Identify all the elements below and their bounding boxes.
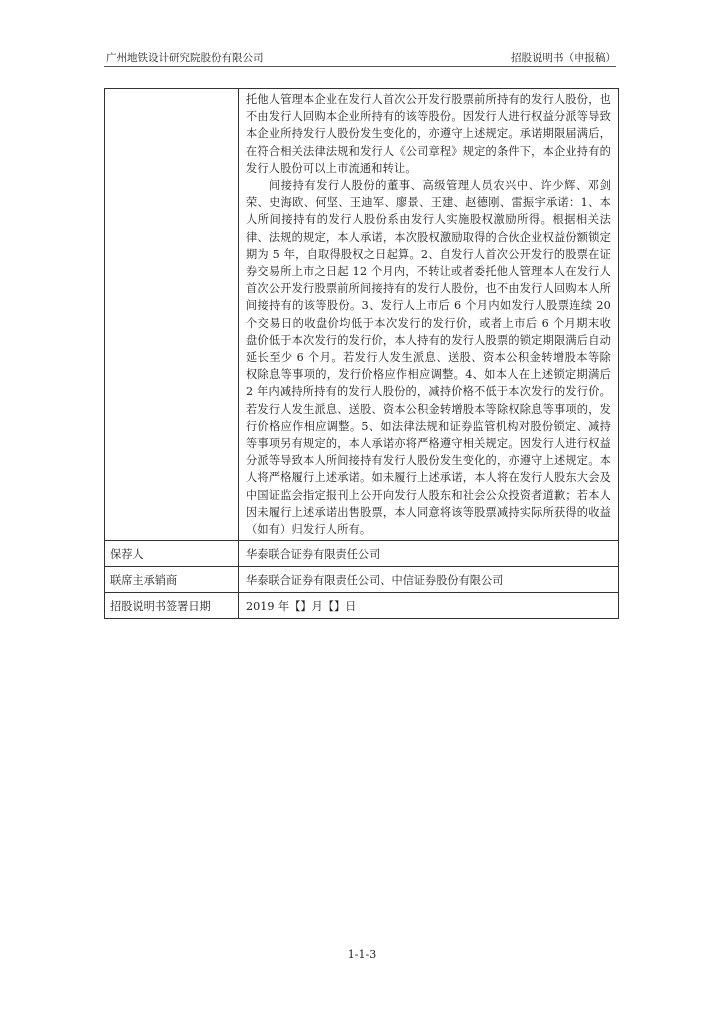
row-label-sponsor: 保荐人 [105, 541, 239, 567]
company-name: 广州地铁设计研究院股份有限公司 [106, 52, 264, 64]
row-value-sponsor: 华泰联合证券有限责任公司 [239, 541, 619, 567]
row-value-signing-date: 2019 年【】月【】日 [239, 593, 619, 619]
row-value-lead-underwriter: 华泰联合证券有限责任公司、中信证券股份有限公司 [239, 567, 619, 593]
info-table [104, 88, 619, 619]
commitment-paragraph-2: 间接持有发行人股份的董事、高级管理人员农兴中、许少辉、邓剑荣、史海欧、何坚、王迪军、廖景、王建、赵德刚、雷振宇承诺：1、本人所间接持有的发行人股份系由发行人实施股权激励所得。根据相关法律、法规的规定，本人承诺，本次股权激励取得的合伙企业权益份额锁定期为 5 年，自取得股权之日起算。2、自发行人首次公开发行的股票在证券交易所上市之日起 12 个月内，不转让或者委托他人管理本人在发行人首次公开发行股票前所间接持有的发行人股份，也不由发行人回购本人所间接持有的该等股份。3、发行人上市后 6 个月内如发行人股票连续 20 个交易日的收盘价均低于本次发行的发行价，或者上市后 6 个月期末收盘价低于本次发行的发行价，本人持有的发行人股票的锁定期限满后自动延长至少 6 个月。若发行人发生派息、送股、资本公积金转增股本等除权除息等事项的，发行价格应作相应调整。4、如本人在上述锁定期满后 2 年内减持所持有的发行人股份的，减持价格不低于本次发行的发行价。若发行人发生派息、送股、资本公积金转增股本等除权除息等事项的，发行价格应作相应调整。5、如法律法规和证券监管机构对股份锁定、减持等事项另有规定的，本人承诺亦将严格遵守相关规定。因发行人进行权益分派等导致本人所间接持有发行人股份发生变化的，亦遵守上述规定。本人将严格履行上述承诺。如未履行上述承诺，本人将在发行人股东大会及中国证监会指定报刊上公开向发行人股东和社会公众投资者道歉；若本人因未履行上述承诺出售股票，本人同意将该等股票减持实际所获得的收益（如有）归发行人所有。 [246, 179, 611, 537]
table-cell-empty-label [105, 89, 239, 541]
document-title: 招股说明书（申报稿） [511, 52, 616, 64]
table-row [105, 593, 619, 619]
page-header [104, 50, 616, 66]
table-row [105, 89, 619, 541]
row-label-lead-underwriter: 联席主承销商 [105, 567, 239, 593]
table-row [105, 541, 619, 567]
row-label-signing-date: 招股说明书签署日期 [105, 593, 239, 619]
table-cell-commitments [239, 89, 619, 541]
table-row [105, 567, 619, 593]
header-divider [104, 66, 616, 67]
commitment-paragraph-1: 托他人管理本企业在发行人首次公开发行股票前所持有的发行人股份，也不由发行人回购本企业所持有的该等股份。因发行人进行权益分派等导致本企业所持发行人股份发生变化的，亦遵守上述规定。承诺期限届满后，在符合相关法律法规和发行人《公司章程》规定的条件下，本企业持有的发行人股份可以上市流通和转让。 [246, 93, 611, 175]
page-number: 1-1-3 [347, 948, 377, 961]
